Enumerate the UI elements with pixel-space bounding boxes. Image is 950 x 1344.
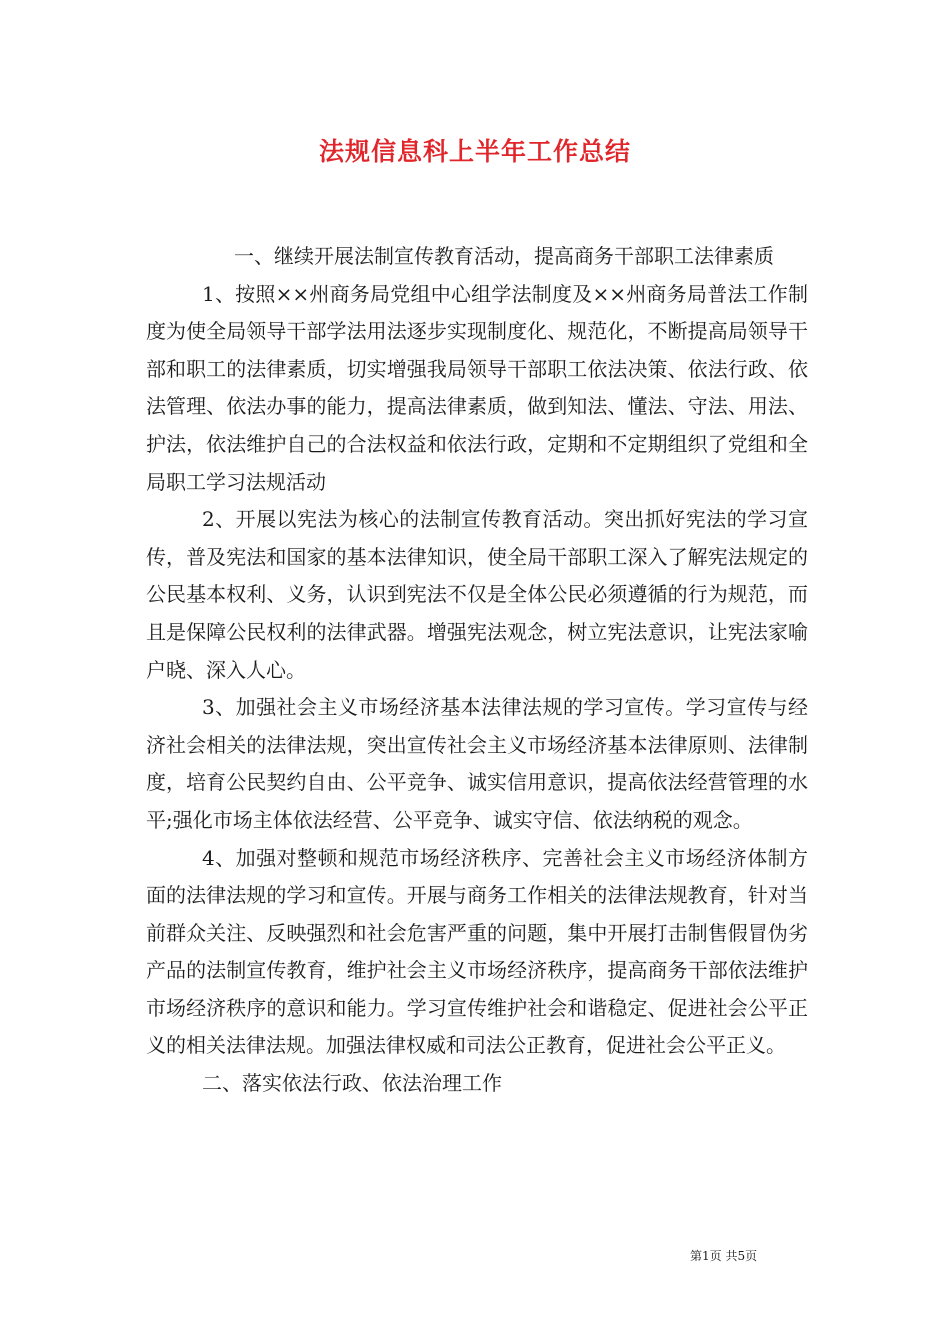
document-body <box>146 238 808 1103</box>
paragraph-4: 4、加强对整顿和规范市场经济秩序、完善社会主义市场经济体制方面的法律法规的学习和宣传。开展与商务工作相关的法律法规教育，针对当前群众关注、反映强烈和社会危害严重的问题，集中开展打击制售假冒伪劣产品的法制宣传教育，维护社会主义市场经济秩序，提高商务干部依法维护市场经济秩序的意识和能力。学习宣传维护社会和谐稳定、促进社会公平正义的相关法律法规。加强法律权威和司法公正教育，促进社会公平正义。 <box>146 845 808 1058</box>
paragraph-1: 1、按照××州商务局党组中心组学法制度及××州商务局普法工作制度为使全局领导干部学法用法逐步实现制度化、规范化，不断提高局领导干部和职工的法律素质，切实增强我局领导干部职工依法决策、依法行政、依法管理、依法办事的能力，提高法律素质，做到知法、懂法、守法、用法、护法，依法维护自己的合法权益和依法行政，定期和不定期组织了党组和全局职工学习法规活动 <box>146 281 808 494</box>
section-heading-1: 一、继续开展法制宣传教育活动，提高商务干部职工法律素质 <box>234 244 774 268</box>
footer-middle: 页 共 <box>709 1249 738 1263</box>
paragraph-2: 2、开展以宪法为核心的法制宣传教育活动。突出抓好宪法的学习宣传，普及宪法和国家的基本法律知识，使全局干部职工深入了解宪法规定的公民基本权利、义务，认识到宪法不仅是全体公民必须遵循的行为规范，而且是保障公民权利的法律武器。增强宪法观念，树立宪法意识，让宪法家喻户晓、深入人心。 <box>146 507 808 682</box>
footer-prefix: 第 <box>690 1249 703 1263</box>
document-title: 法规信息科上半年工作总结 <box>318 137 631 166</box>
section-heading-2: 二、落实依法行政、依法治理工作 <box>202 1071 502 1096</box>
page-number-footer <box>690 1247 820 1264</box>
footer-suffix: 页 <box>745 1249 758 1263</box>
current-page-number: 1 <box>702 1249 710 1263</box>
total-pages: 5 <box>737 1249 746 1263</box>
paragraph-3: 3、加强社会主义市场经济基本法律法规的学习宣传。学习宣传与经济社会相关的法律法规，突出宣传社会主义市场经济基本法律原则、法律制度，培育公民契约自由、公平竞争、诚实信用意识，提高依法经营管理的水平;强化市场主体依法经营、公平竞争、诚实守信、依法纳税的观念。 <box>146 695 808 832</box>
